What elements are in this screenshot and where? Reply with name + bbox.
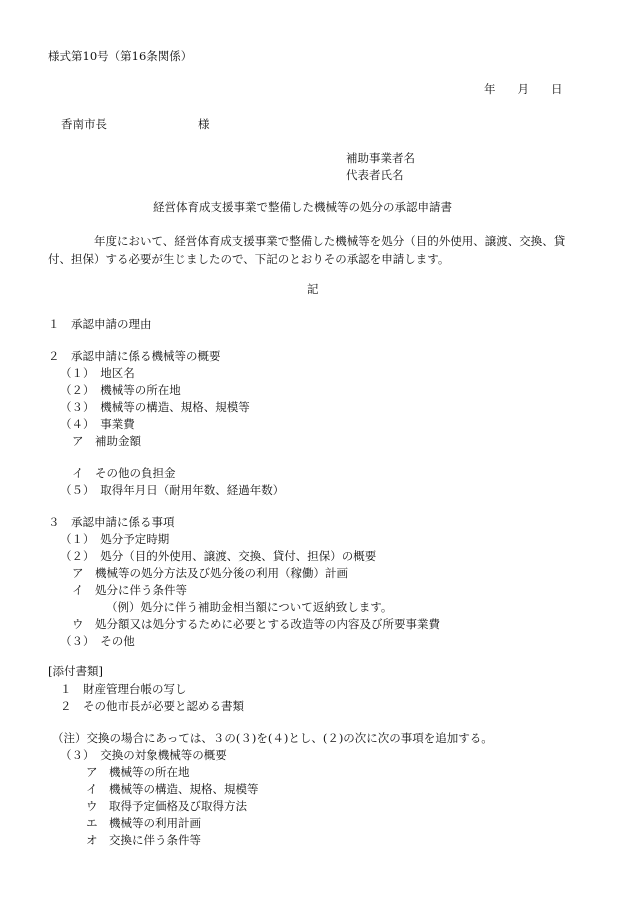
section-line: （例）処分に伴う補助金相当額について返納致します。: [106, 600, 393, 614]
section-line: ウ 処分額又は処分するために必要とする改造等の内容及び所要事業費: [72, 617, 440, 631]
note-item: エ 機械等の利用計画: [86, 816, 201, 830]
form-number: 様式第10号（第16条関係）: [48, 49, 193, 63]
section-line: １ 承認申請の理由: [48, 317, 152, 331]
date-day: 日: [551, 82, 563, 96]
section-line: （２） 機械等の所在地: [60, 383, 181, 397]
section-line: （３） その他: [60, 634, 135, 648]
note-item: ア 機械等の所在地: [86, 765, 190, 779]
section-line: （５） 取得年月日（耐用年数、経過年数）: [60, 483, 285, 497]
applicant-business-name: 補助事業者名: [346, 151, 415, 165]
ki-label: 記: [307, 282, 319, 296]
section-line: イ 処分に伴う条件等: [72, 583, 187, 597]
section-line: ア 補助金額: [72, 434, 141, 448]
body-paragraph: 年度において、経営体育成支援事業で整備した機械等を処分（目的外使用、譲渡、交換、貸付、担保）する必要が生じましたので、下記のとおりその承認を申請します。: [48, 234, 566, 266]
addressee-name: 香南市長: [61, 117, 107, 131]
note-item: イ 機械等の構造、規格、規模等: [86, 782, 259, 796]
note-text: （注）交換の場合にあっては、３の(３)を(４)とし、(２)の次に次の事項を追加する。: [52, 731, 493, 745]
attachments-heading: [添付書類]: [48, 664, 103, 678]
section-line: （１） 処分予定時期: [60, 532, 170, 546]
attachment-item: １ 財産管理台帳の写し: [60, 682, 187, 696]
attachment-item: ２ その他市長が必要と認める書類: [60, 699, 244, 713]
section-line: イ その他の負担金: [72, 466, 176, 480]
date-year: 年: [484, 82, 496, 96]
section-line: ２ 承認申請に係る機械等の概要: [48, 349, 221, 363]
document-title: 経営体育成支援事業で整備した機械等の処分の承認申請書: [153, 200, 452, 214]
section-line: （４） 事業費: [60, 417, 135, 431]
note-sub-heading: （３） 交換の対象機械等の概要: [60, 748, 227, 762]
applicant-representative: 代表者氏名: [346, 168, 404, 182]
date-month: 月: [517, 82, 529, 96]
addressee-honorific: 様: [198, 117, 210, 131]
note-item: ウ 取得予定価格及び取得方法: [86, 799, 247, 813]
date-line: [484, 80, 563, 98]
section-line: （３） 機械等の構造、規格、規模等: [60, 400, 250, 414]
section-line: （２） 処分（目的外使用、譲渡、交換、貸付、担保）の概要: [60, 549, 377, 563]
note-item: オ 交換に伴う条件等: [86, 833, 201, 847]
section-line: ３ 承認申請に係る事項: [48, 515, 175, 529]
section-line: （１） 地区名: [60, 366, 135, 380]
addressee: [61, 115, 107, 133]
section-line: ア 機械等の処分方法及び処分後の利用（稼働）計画: [72, 566, 348, 580]
